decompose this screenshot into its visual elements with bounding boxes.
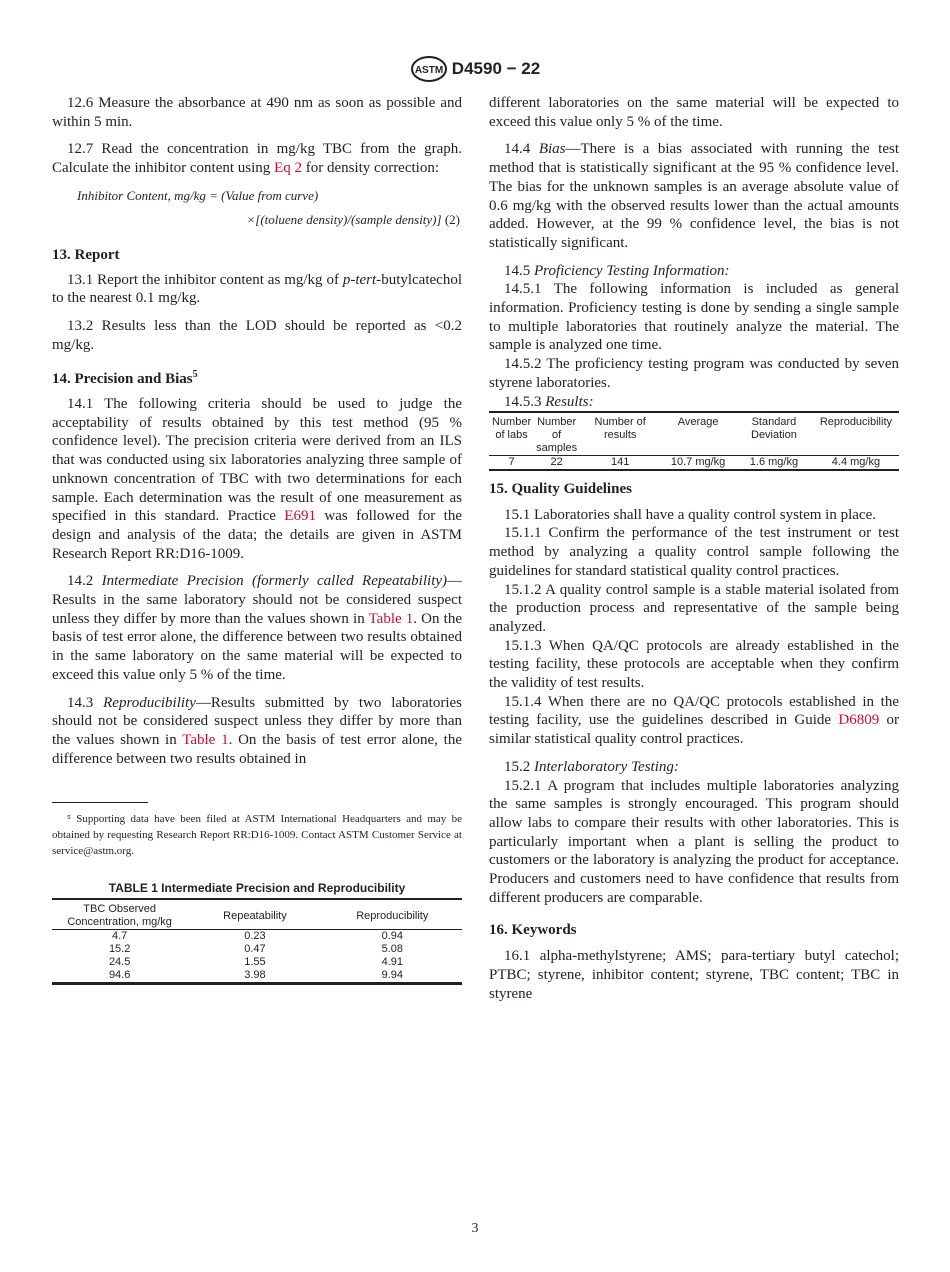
table-cell: 9.94	[381, 969, 403, 981]
paragraph-text: 15.2	[504, 758, 534, 775]
table-cell: 4.91	[381, 956, 403, 968]
footnote-ref[interactable]: 5	[192, 369, 198, 381]
table-header: Number of labs	[491, 416, 532, 441]
paragraph-text: 14.5.3	[504, 393, 546, 410]
para-16-1	[489, 947, 899, 1003]
table-cell: 4.4 mg/kg	[831, 456, 881, 468]
table-header: Number of samples	[536, 416, 578, 454]
paragraph-text: butylcatechol to the nearest 0.1 mg/kg.	[52, 271, 462, 307]
paragraph-text: was followed for the design and analysis of the data; the details are given in ASTM Research Report RR:D16-1009.	[52, 508, 462, 562]
para-14-2	[52, 572, 462, 684]
cross-reference-link[interactable]: Table 1	[368, 610, 414, 627]
para-15-1-3	[489, 637, 899, 693]
table-cell: 4.7	[112, 930, 128, 942]
paragraph-text: 15.2.1 A program that includes multiple laboratories analyzing the same samples is strongly encouraged. This program should allow labs to compare their results with other laboratories. This is particularly important when a plant is selling the product to customers or the laboratory is analyzing the product for acceptance. Producers and customers need to have confidence that results from different producers are comparable.	[489, 777, 899, 906]
para-15-1-4	[489, 693, 899, 749]
proficiency-results-table	[489, 411, 899, 471]
para-14-5	[489, 262, 899, 281]
table-cell: 10.7 mg/kg	[670, 456, 726, 468]
svg-text:ASTM: ASTM	[414, 65, 443, 76]
italic-text: p-tert-	[342, 271, 382, 288]
footnote-5: ⁵ Supporting data have been filed at ASTM International Headquarters and may be obtained by requesting Research Report RR:D16-1009. Contact ASTM Customer Service at service@astm.org.	[52, 813, 462, 857]
para-15-2-1	[489, 777, 899, 908]
table-1-caption: TABLE 1 Intermediate Precision and Reproducibility	[108, 881, 406, 895]
paragraph-text: or similar statistical quality control practices.	[489, 712, 900, 748]
paragraph-text: 14.3	[67, 694, 104, 711]
paragraph-text: 14.5.2 The proficiency testing program was conducted by seven styrene laboratories.	[489, 356, 899, 391]
paragraph-text: —Results in the same laboratory should not be considered suspect unless they differ by more than the values shown in	[52, 573, 463, 627]
paragraph-text: 13.2 Results less than the LOD should be reported as <0.2 mg/kg.	[52, 317, 462, 353]
para-12-7	[52, 140, 462, 177]
para-15-1	[489, 506, 899, 525]
table-header: Standard Deviation	[751, 416, 797, 441]
paragraph-text: 15.1.4 When there are no QA/QC protocols established in the testing facility, use the guidelines described in Guide	[489, 693, 899, 729]
italic-text: Interlaboratory Testing:	[534, 758, 679, 775]
cross-reference-link[interactable]: E691	[284, 508, 316, 525]
table-cell: 22	[550, 456, 563, 468]
cross-reference-link[interactable]: Eq 2	[274, 160, 302, 177]
footnote-divider	[52, 802, 148, 803]
italic-text: Reproducibility	[103, 694, 196, 711]
italic-text: Intermediate Precision (formerly called Repeatability)	[101, 573, 448, 590]
standard-designation: D4590 − 22	[451, 58, 541, 78]
equation-line-2: ×[(toluene density)/(sample density)]	[246, 211, 442, 227]
paragraph-text: 13.1 Report the inhibitor content as mg/kg of	[67, 271, 343, 288]
page-number: 3	[471, 1221, 479, 1236]
table-header: Reproducibility	[819, 416, 893, 428]
section-15-heading: 15. Quality Guidelines	[489, 481, 632, 497]
table-row	[489, 456, 899, 471]
paragraph-text: 14.5	[504, 262, 534, 279]
table-cell: 7	[508, 456, 515, 468]
table-1-header: Reproducibility	[356, 909, 429, 922]
paragraph-text: 15.1.2 A quality control sample is a stable material isolated from the production process and representative of the sample being analyzed.	[489, 581, 899, 635]
para-14-5-1	[489, 280, 899, 355]
table-header: Average	[677, 416, 719, 428]
italic-text: Proficiency Testing Information:	[534, 262, 730, 279]
table-cell: 0.23	[244, 930, 266, 942]
table-header: Number of results	[594, 416, 646, 441]
para-13-1	[52, 271, 462, 308]
para-12-6	[52, 94, 462, 131]
table-cell: 141	[611, 456, 630, 468]
para-15-2	[489, 758, 899, 777]
page-header	[0, 56, 950, 82]
table-cell: 1.6 mg/kg	[749, 456, 799, 468]
italic-text: Bias	[538, 141, 566, 158]
table-cell: 3.98	[244, 969, 266, 981]
left-column	[52, 94, 462, 768]
paragraph-text: different laboratories on the same material will be expected to exceed this value only 5 % of the time.	[489, 95, 899, 130]
paragraph-text: 12.6 Measure the absorbance at 490 nm as soon as possible and within 5 min.	[52, 95, 462, 130]
paragraph-text: 12.7 Read the concentration in mg/kg TBC from the graph. Calculate the inhibitor content using	[52, 141, 462, 177]
right-column	[489, 94, 899, 411]
table-cell: 0.94	[381, 930, 403, 942]
para-15-1-2	[489, 581, 899, 637]
paragraph-text: 15.1.1 Confirm the performance of the test instrument or test method by analyzing a quality control sample following the guidelines for standard statistical quality control practices.	[489, 525, 899, 579]
paragraph-text: 14.2	[67, 573, 102, 590]
equation-number: (2)	[444, 211, 460, 227]
paragraph-text: 15.1 Laboratories shall have a quality control system in place.	[504, 506, 876, 523]
paragraph-text: 15.1.3 When QA/QC protocols are already established in the testing facility, these protocols are acceptable when they confirm the validity of test results.	[489, 637, 899, 692]
paragraph-text: —There is a bias associated with running the test method that is statistically significant at the 95 % confidence level. The bias for the unknown samples is an average absolute value of 0.6 mg/kg with the observed results lower than the actual amounts added. However, at the 99 % confidence level, the bias is not statistically significant.	[489, 141, 899, 251]
section-13-heading: 13. Report	[52, 246, 120, 263]
table-1	[52, 898, 462, 985]
table-cell: 15.2	[108, 943, 131, 955]
table-row	[52, 956, 462, 969]
cross-reference-link[interactable]: D6809	[838, 712, 880, 729]
paragraph-text: for density correction:	[301, 160, 440, 177]
para-13-2	[52, 317, 462, 354]
para-14-5-2	[489, 355, 899, 392]
paragraph-text: . On the basis of test error alone, the difference between two results obtained in the same laboratory on the same material will be expected to exceed this value only 5 % of the time.	[52, 610, 462, 683]
section-14-heading: 14. Precision and Bias$^5$	[52, 369, 198, 388]
right-column-lower	[489, 480, 899, 1003]
table-row	[52, 943, 462, 956]
section-16-heading: 16. Keywords	[489, 922, 577, 939]
para-14-3-continued	[489, 94, 899, 131]
paragraph-text: —Results submitted by two laboratories should not be considered suspect unless they differ by more than the values shown in	[52, 694, 463, 748]
table-1-header: Repeatability	[223, 909, 287, 922]
para-14-5-3	[489, 393, 899, 412]
table-cell: 24.5	[108, 956, 131, 968]
para-14-1	[52, 395, 462, 563]
paragraph-text: 16.1 alpha-methylstyrene; AMS; para-tertiary butyl catechol; PTBC; styrene, inhibitor content; styrene, TBC content; TBC in styrene	[489, 948, 899, 1002]
table-cell: 0.47	[244, 943, 266, 955]
equation-line-1: Inhibitor Content, mg/kg = (Value from curve)	[77, 187, 319, 203]
para-15-1-1	[489, 524, 899, 580]
table-row	[52, 969, 462, 984]
para-14-4	[489, 140, 899, 252]
para-14-3	[52, 694, 462, 769]
paragraph-text: 14.1 The following criteria should be used to judge the acceptability of results obtained by this test method (95 % confidence level). The precision criteria were derived from an ILS that was conducted using six laboratories analyzing three sample of unknown concentration of TBC with two determinations for each sample. Each determination was the result of one measurement as specified in this standard. Practice	[52, 396, 462, 525]
cross-reference-link[interactable]: Table 1	[182, 731, 229, 748]
table-cell: 94.6	[108, 969, 131, 981]
astm-logo-icon	[410, 56, 448, 82]
paragraph-text: 14.5.1 The following information is included as general information. Proficiency testing is done by sending a single sample to multiple laboratories that routinely analyze the material. The sample is analyzed one time.	[489, 281, 899, 354]
equation-2	[52, 184, 462, 232]
paragraph-text: . On the basis of test error alone, the difference between two results obtained in	[52, 731, 463, 767]
table-1-header: TBC Observed Concentration, mg/kg	[67, 903, 172, 928]
paragraph-text: 14.4	[504, 141, 539, 158]
table-row	[52, 930, 462, 944]
italic-text: Results:	[545, 393, 594, 410]
table-cell: 1.55	[244, 956, 266, 968]
table-cell: 5.08	[381, 943, 403, 955]
